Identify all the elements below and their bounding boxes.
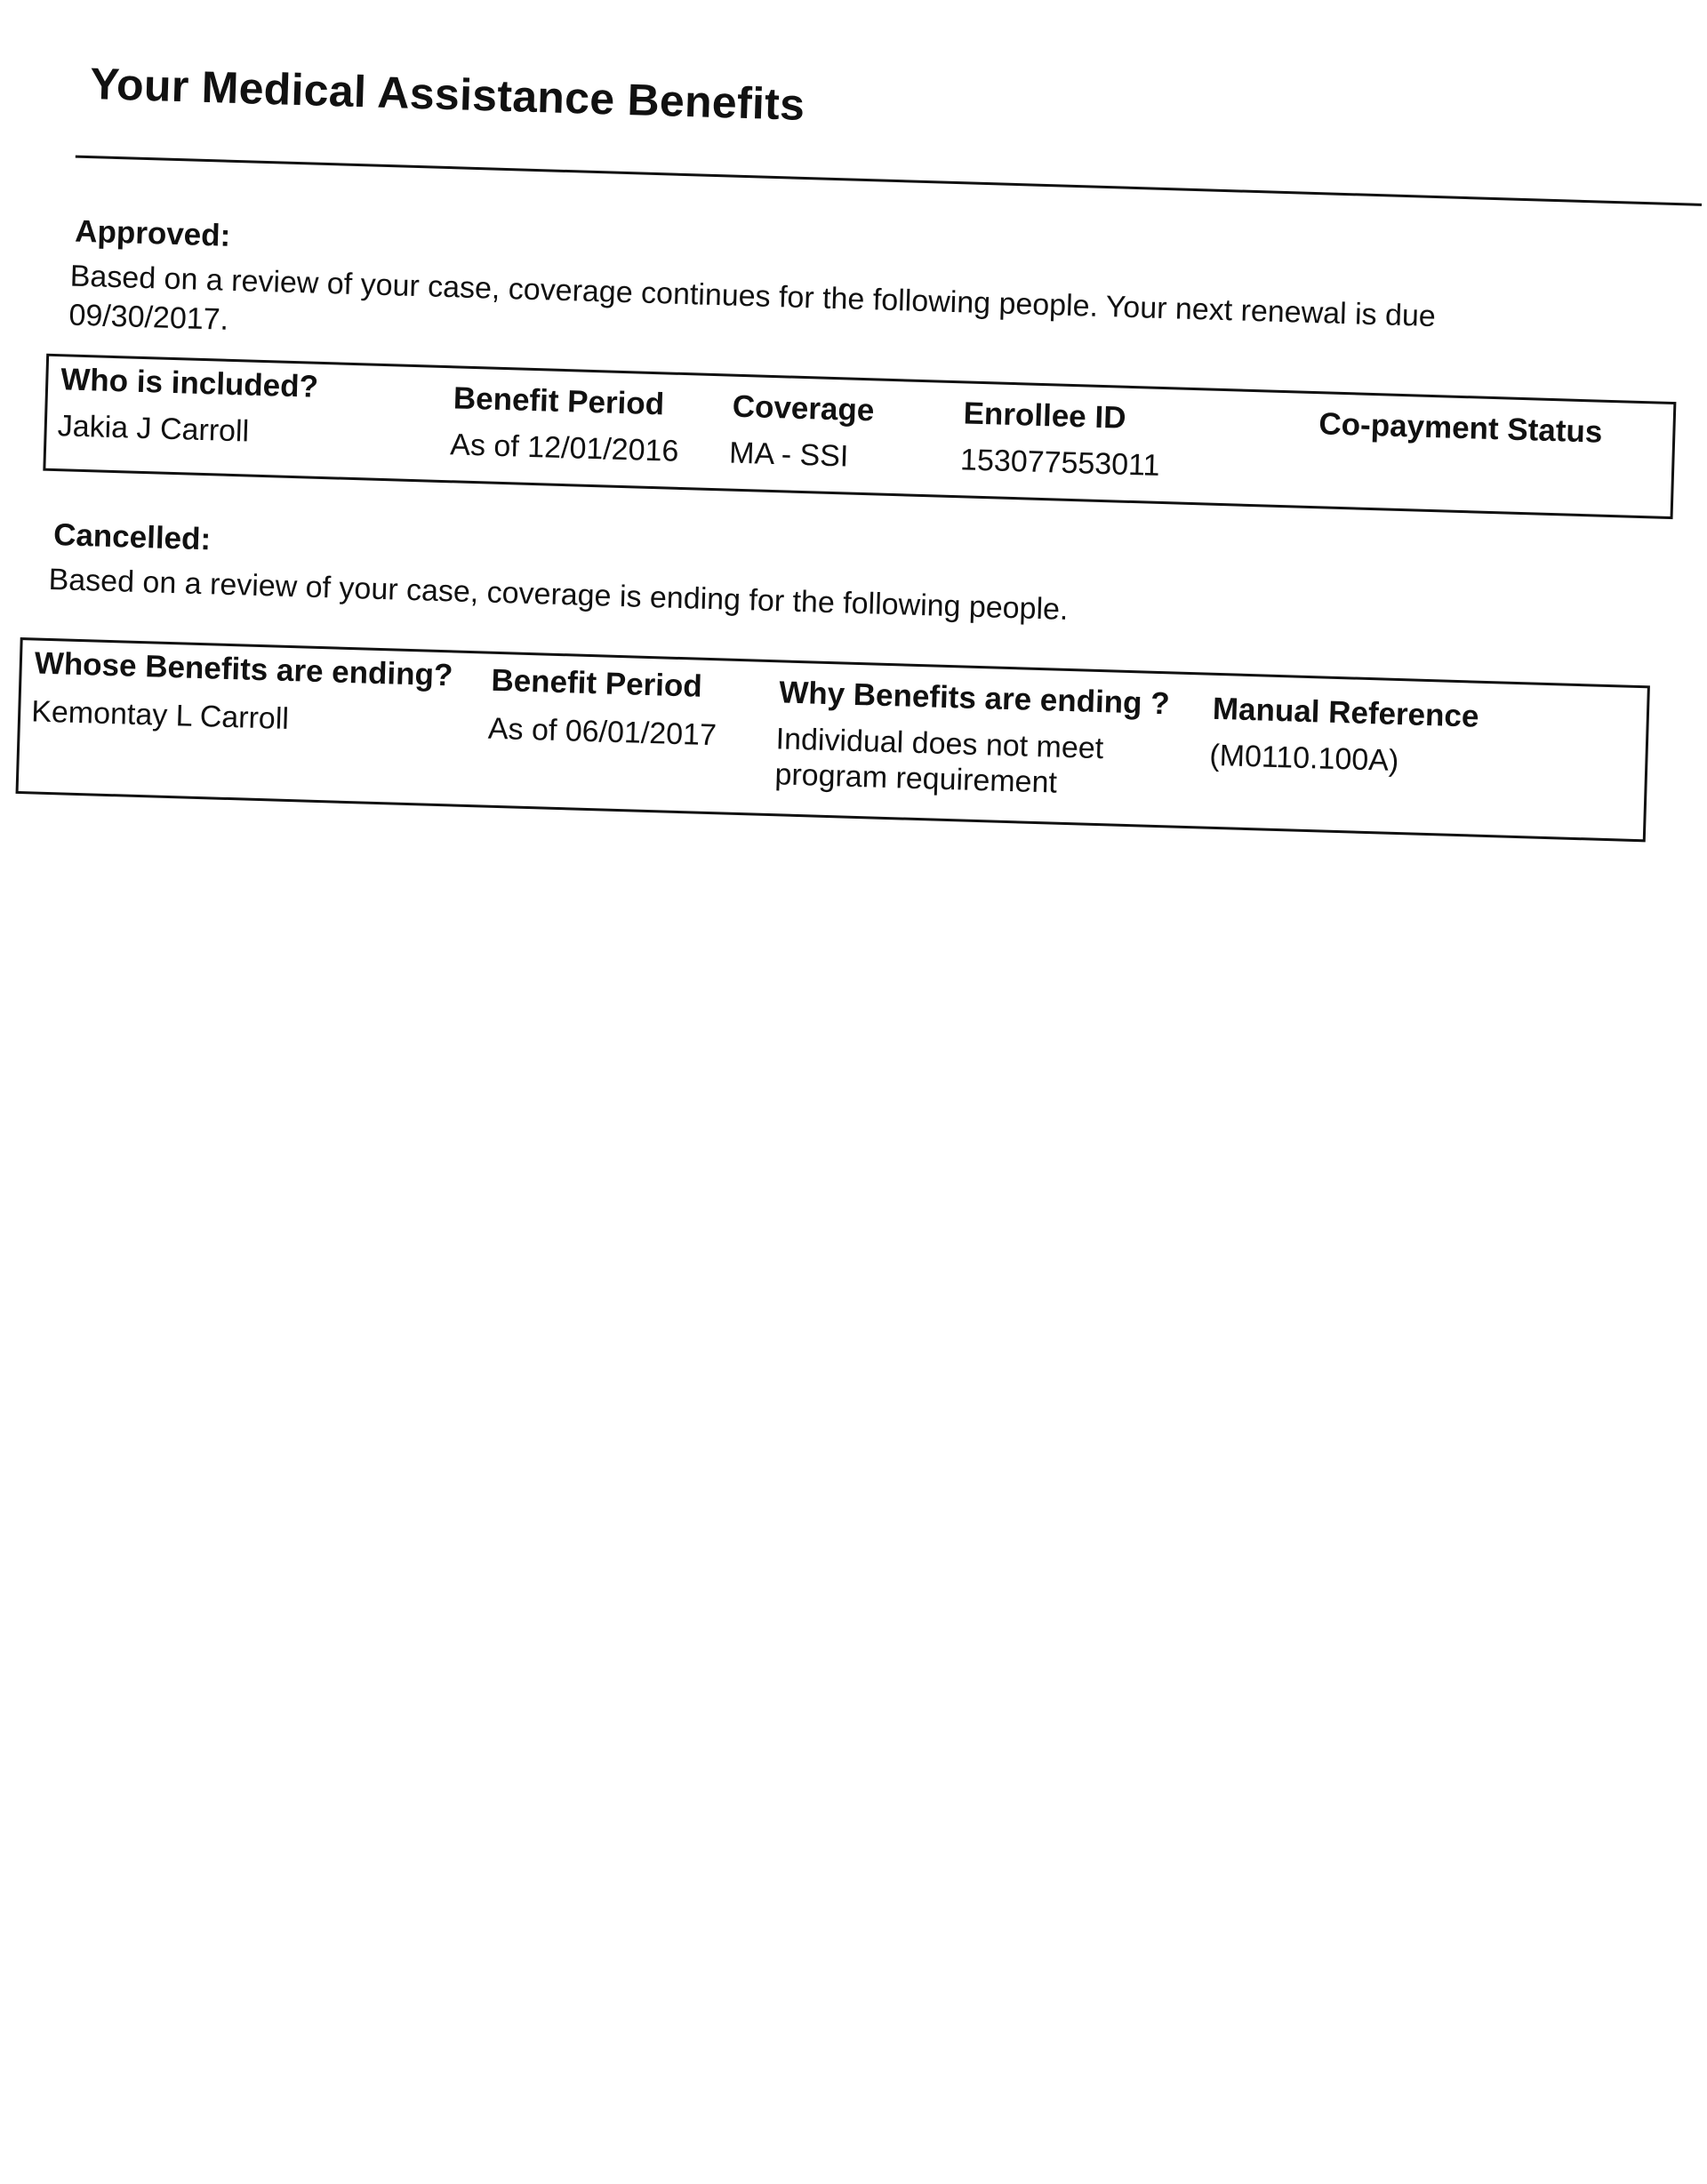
approved-header-enrollee-id: Enrollee ID: [963, 396, 1127, 436]
cancelled-header-why: Why Benefits are ending ?: [778, 675, 1171, 722]
approved-intro: Based on a review of your case, coverage continues for the following people. Your next renewal is due 09/30/2017.: [68, 259, 1437, 337]
approved-header-who: Who is included?: [60, 362, 319, 404]
approved-table: [43, 354, 1676, 519]
cancelled-header-whose: Whose Benefits are ending?: [34, 645, 453, 693]
cancelled-cell-manual-reference: (M0110.100A): [1208, 738, 1399, 779]
approved-cell-enrollee-id: 153077553011: [959, 443, 1160, 483]
cancelled-cell-name: Kemontay L Carroll: [30, 694, 290, 736]
title-divider: [76, 156, 1702, 206]
approved-label: Approved:: [74, 213, 231, 253]
approved-header-copay-status: Co-payment Status: [1318, 406, 1603, 450]
page-title: Your Medical Assistance Benefits: [89, 59, 806, 130]
cancelled-table: [16, 637, 1650, 842]
cancelled-cell-period: As of 06/01/2017: [487, 711, 717, 753]
approved-cell-period: As of 12/01/2016: [449, 428, 679, 468]
approved-header-coverage: Coverage: [732, 388, 875, 428]
approved-header-period: Benefit Period: [453, 380, 665, 422]
cancelled-header-manual-reference: Manual Reference: [1212, 691, 1479, 734]
approved-cell-coverage: MA - SSI: [728, 436, 849, 474]
cancelled-label: Cancelled:: [52, 517, 212, 557]
cancelled-header-period: Benefit Period: [490, 662, 703, 704]
approved-cell-name: Jakia J Carroll: [57, 409, 250, 449]
cancelled-intro: Based on a review of your case, coverage is ending for the following people.: [48, 562, 1070, 627]
cancelled-cell-reason: Individual does not meet program requirement: [773, 722, 1104, 800]
